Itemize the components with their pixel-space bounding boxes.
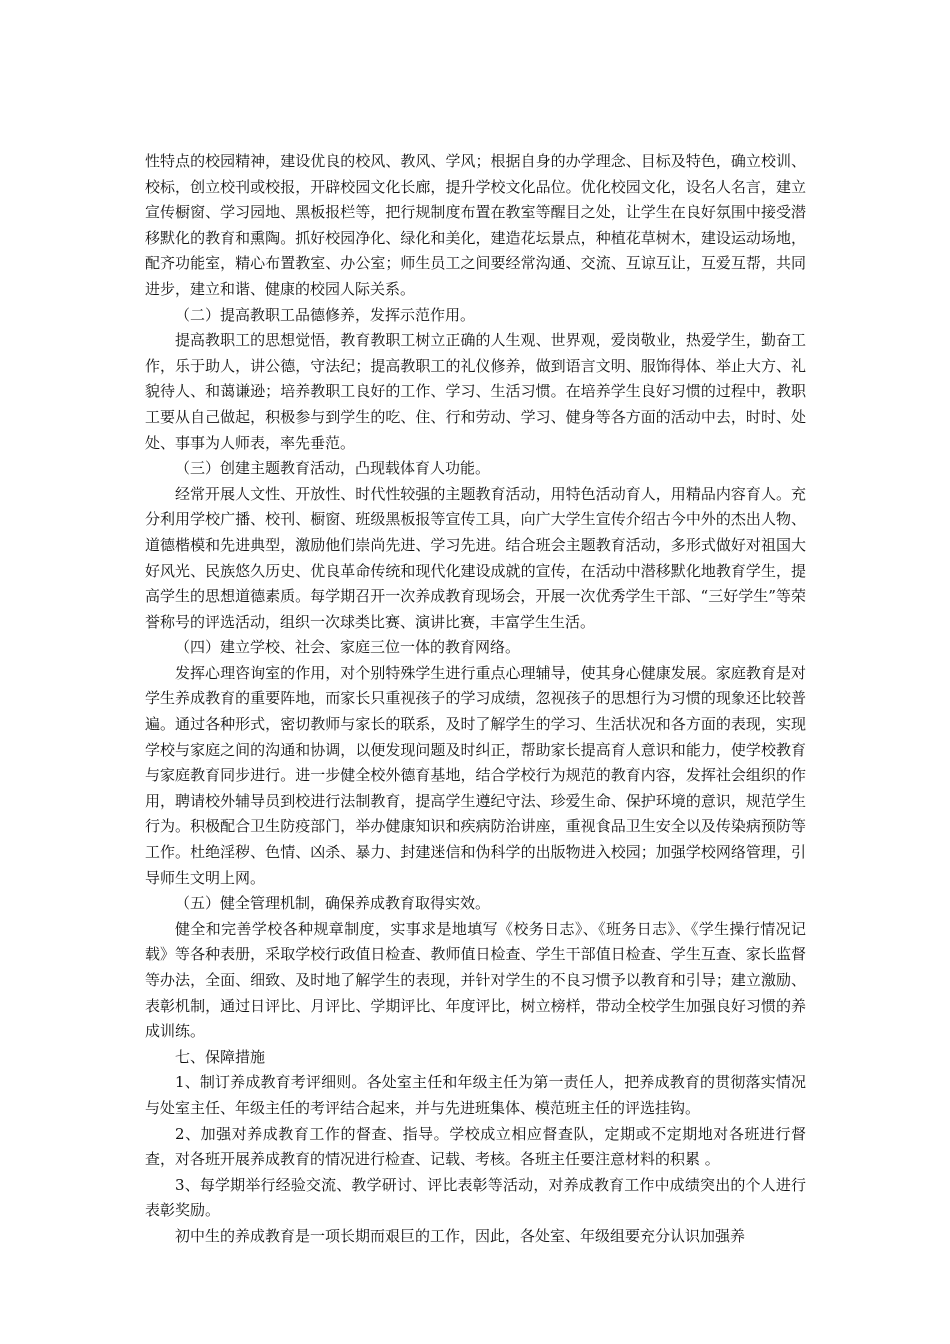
section-heading-4: （四）建立学校、社会、家庭三位一体的教育网络。 [175, 638, 521, 657]
paragraph-body: 提高教职工的思想觉悟，教育教职工树立正确的人生观、世界观，爱岗敬业，热爱学生，勤奋工作，乐于助人，讲公德，守法纪；提高教职工的礼仪修养，做到语言文明、服饰得体、举止大方、礼貌待人、和蔼谦逊；培养教职工良好的工作、学习、生活习惯。在培养学生良好习惯的过程中，教职工要从自己做起，积极参与到学生的吃、住、行和劳动、学习、健身等各方面的活动中去，时时、处处、事事为人师表，率先垂范。 [145, 331, 806, 452]
paragraph-body: 经常开展人文性、开放性、时代性较强的主题教育活动，用特色活动育人，用精品内容育人。充分利用学校广播、校刊、橱窗、班级黑板报等宣传工具，向广大学生宣传介绍古今中外的杰出人物、道德楷模和先进典型，激励他们崇尚先进、学习先进。结合班会主题教育活动，多形式做好对祖国大好风光、民族悠久历史、优良革命传统和现代化建设成就的宣传，在活动中潜移默化地教育学生，提高学生的思想道德素质。每学期召开一次养成教育现场会，开展一次优秀学生干部、“三好学生”等荣誉称号的评选活动，组织一次球类比赛、演讲比赛，丰富学生生活。 [145, 484, 806, 631]
section-heading-3: （三）创建主题教育活动，凸现载体育人功能。 [175, 459, 491, 478]
list-item-2: 2、加强对养成教育工作的督查、指导。学校成立相应督查队，定期或不定期地对各班进行督查，对各班开展养成教育的情况进行检查、记载、考核。各班主任要注意材料的积累 。 [145, 1124, 806, 1169]
section-heading-2: （二）提高教职工品德修养，发挥示范作用。 [175, 305, 476, 324]
paragraph-body: 健全和完善学校各种规章制度，实事求是地填写《校务日志》、《班务日志》、《学生操行情况记载》等各种表册，采取学校行政值日检查、教师值日检查、学生干部值日检查、学生互查、家长监督等办法，全面、细致、及时地了解学生的表现，并针对学生的不良习惯予以教育和引导；建立激励、表彰机制，通过日评比、月评比、学期评比、年度评比，树立榜样，带动全校学生加强良好习惯的养成训练。 [145, 919, 806, 1041]
paragraph-continuation: 性特点的校园精神，建设优良的校风、教风、学风；根据自身的办学理念、目标及特色，确立校训、校标，创立校刊或校报，开辟校园文化长廊，提升学校文化品位。优化校园文化，设名人名言，建立宣传橱窗、学习园地、黑板报栏等，把行规制度布置在教室等醒目之处，让学生在良好氛围中接受潜移默化的教育和熏陶。抓好校园净化、绿化和美化，建造花坛景点，种植花草树木，建设运动场地，配齐功能室，精心布置教室、办公室；师生员工之间要经常沟通、交流、互谅互让，互爱互帮，共同进步，建立和谐、健康的校园人际关系。 [145, 152, 806, 298]
list-item-1: 1、制订养成教育考评细则。各处室主任和年级主任为第一责任人，把养成教育的贯彻落实情况与处室主任、年级主任的考评结合起来，并与先进班集体、模范班主任的评选挂钩。 [145, 1073, 806, 1117]
paragraph-body: 发挥心理咨询室的作用，对个别特殊学生进行重点心理辅导，使其身心健康发展。家庭教育是对学生养成教育的重要阵地，而家长只重视孩子的学习成绩，忽视孩子的思想行为习惯的现象还比较普遍。通过各种形式，密切教师与家长的联系，及时了解学生的学习、生活状况和各方面的表现，实现学校与家庭之间的沟通和协调，以便发现问题及时纠正，帮助家长提高育人意识和能力，使学校教育与家庭教育同步进行。进一步健全校外德育基地，结合学校行为规范的教育内容，发挥社会组织的作用，聘请校外辅导员到校进行法制教育，提高学生遵纪守法、珍爱生命、保护环境的意识，规范学生行为。积极配合卫生防疫部门，举办健康知识和疾病防治讲座，重视食品卫生安全以及传染病预防等工作。杜绝淫秽、色情、凶杀、暴力、封建迷信和伪科学的出版物进入校园；加强学校网络管理，引导师生文明上网。 [145, 663, 806, 887]
paragraph-body: 初中生的养成教育是一项长期而艰巨的工作，因此，各处室、年级组要充分认识加强养 [175, 1226, 746, 1245]
section-heading-7: 七、保障措施 [175, 1047, 266, 1066]
list-item-3: 3、每学期举行经验交流、教学研讨、评比表彰等活动，对养成教育工作中成绩突出的个人进行表彰奖励。 [145, 1175, 806, 1220]
document-page [145, 149, 806, 1250]
section-heading-5: （五）健全管理机制，确保养成教育取得实效。 [175, 894, 491, 913]
